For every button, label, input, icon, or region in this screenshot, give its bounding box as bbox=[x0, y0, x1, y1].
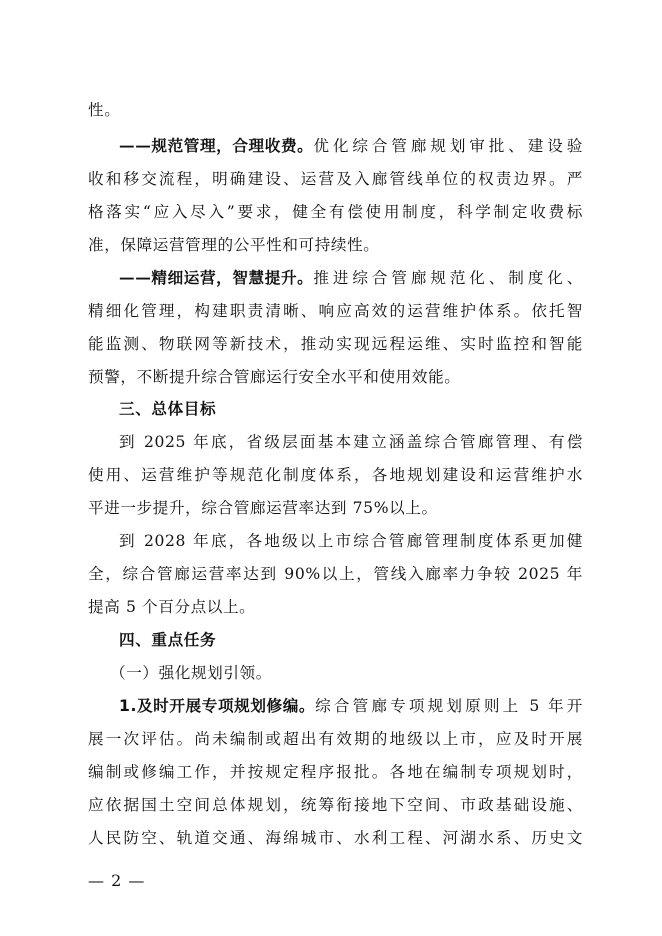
paragraph-line: 人民防空、轨道交通、海绵城市、水利工程、河湖水系、历史文 bbox=[88, 829, 583, 847]
paragraph-line: 应依据国土空间总体规划，统筹衔接地下空间、市政基础设施、 bbox=[88, 796, 583, 814]
paragraph-line: 能监测、物联网等新技术，推动实现远程运维、实时监控和智能 bbox=[88, 335, 583, 353]
paragraph-line: 精细化管理，构建职责清晰、响应高效的运营维护体系。依托智 bbox=[88, 302, 583, 320]
page-number: — 2 — bbox=[88, 871, 146, 890]
paragraph-line: 到 2025 年底，省级层面基本建立涵盖综合管廊管理、有偿 bbox=[119, 433, 583, 451]
paragraph-line: 编制或修编工作，并按规定程序报批。各地在编制专项规划时， bbox=[88, 763, 583, 781]
paragraph-line: 预警，不断提升综合管廊运行安全水平和使用效能。 bbox=[88, 368, 461, 386]
lead-phrase: ——规范管理，合理收费。 bbox=[119, 136, 314, 155]
paragraph-text: 综合管廊专项规划原则上 5 年开 bbox=[315, 697, 583, 715]
paragraph-line: 展一次评估。尚未编制或超出有效期的地级以上市，应及时开展 bbox=[88, 730, 583, 748]
paragraph-line: 平进一步提升，综合管廊运营率达到 75%以上。 bbox=[88, 499, 438, 517]
paragraph-line bbox=[119, 267, 583, 289]
paragraph-line: 格落实“应入尽入”要求，健全有偿使用制度，科学制定收费标 bbox=[88, 203, 583, 221]
paragraph-line bbox=[119, 135, 583, 157]
subsection-heading: （一）强化规划引领。 bbox=[110, 664, 272, 682]
lead-phrase: 1.及时开展专项规划修编。 bbox=[119, 697, 316, 715]
paragraph-line bbox=[119, 695, 583, 717]
paragraph-line: 使用、运营维护等规范化制度体系，各地规划建设和运营维护水 bbox=[88, 466, 583, 484]
paragraph-line: 收和移交流程，明确建设、运营及入廊管线单位的权责边界。严 bbox=[88, 170, 583, 188]
paragraph-line: 提高 5 个百分点以上。 bbox=[88, 598, 256, 616]
paragraph-line: 全，综合管廊运营率达到 90%以上，管线入廊率力争较 2025 年 bbox=[88, 565, 583, 583]
paragraph-line: 准，保障运营管理的公平性和可持续性。 bbox=[88, 236, 380, 254]
paragraph-text: 优化综合管廊规划审批、建设验 bbox=[313, 137, 583, 155]
lead-phrase: ——精细运营，智慧提升。 bbox=[119, 268, 314, 287]
section-heading: 四、重点任务 bbox=[119, 631, 217, 649]
paragraph-text: 推进综合管廊规范化、制度化、 bbox=[313, 269, 583, 287]
paragraph-line: 到 2028 年底，各地级以上市综合管廊管理制度体系更加健 bbox=[119, 532, 583, 550]
paragraph-line: 性。 bbox=[88, 101, 121, 119]
section-heading: 三、总体目标 bbox=[119, 400, 217, 418]
